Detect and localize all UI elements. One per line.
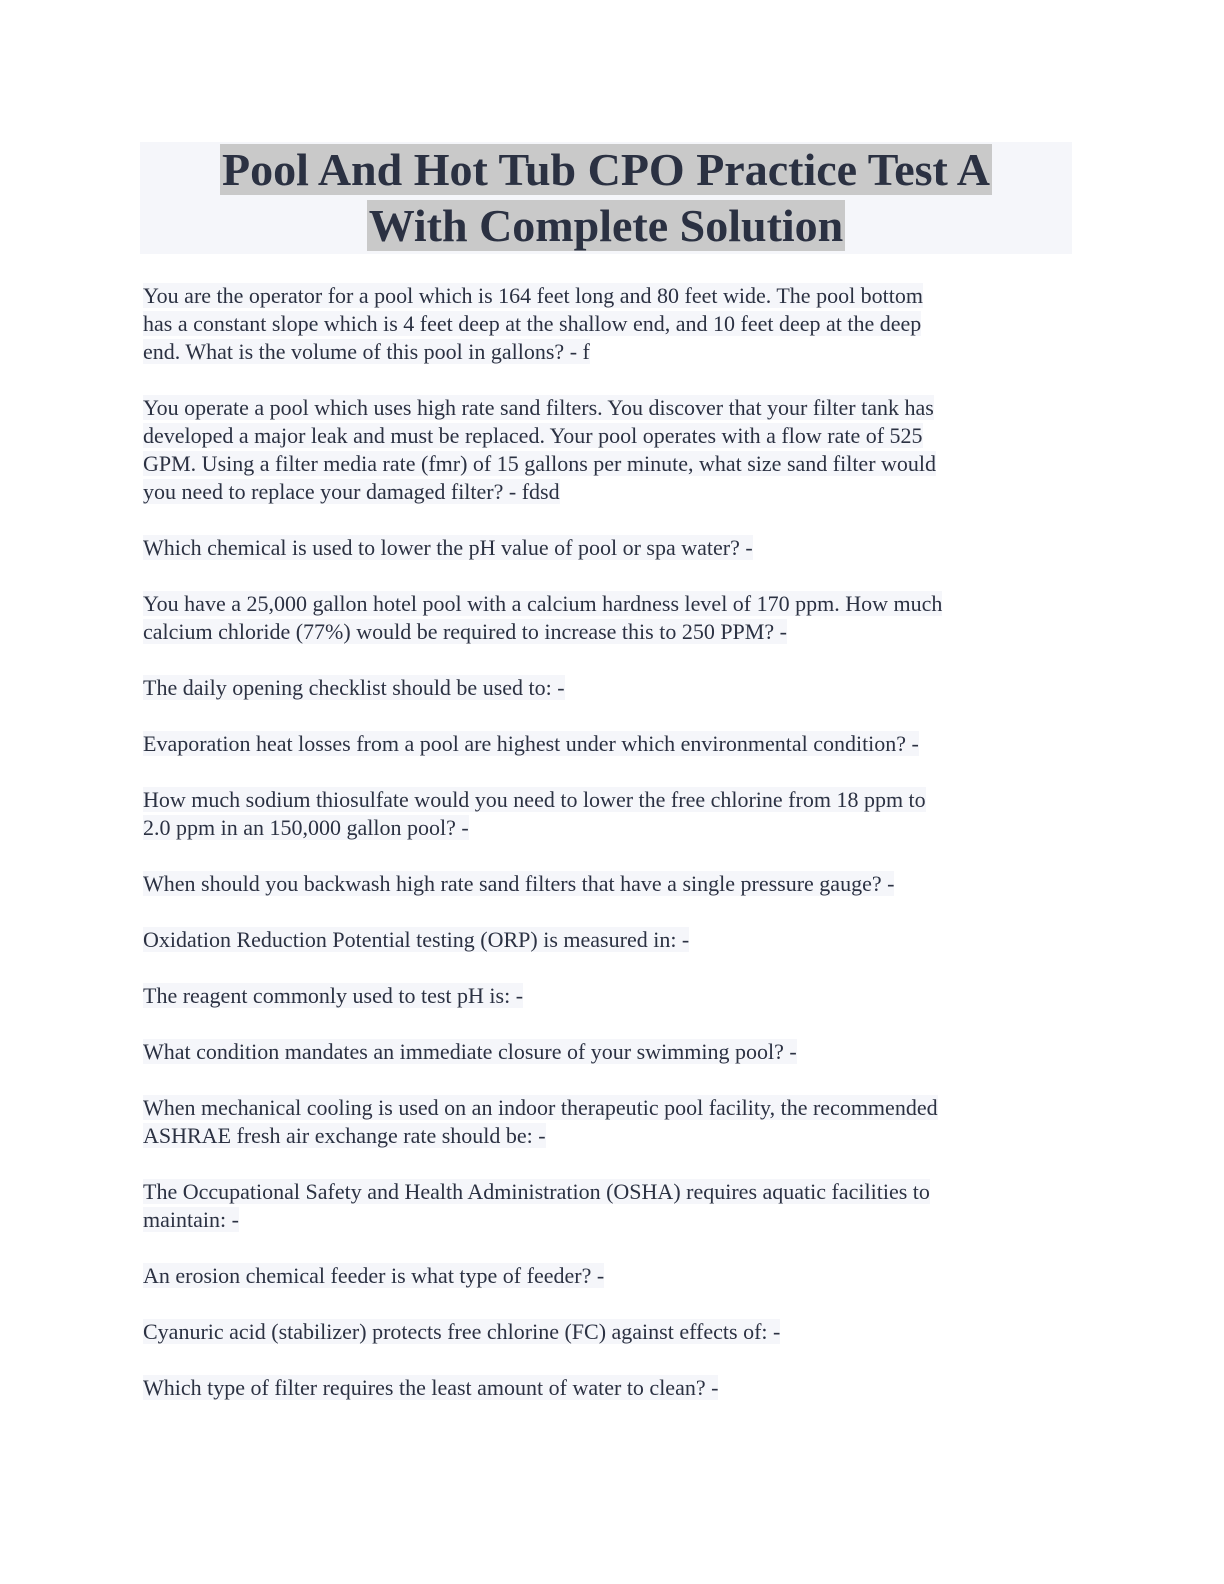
question-text: Which type of filter requires the least amount of water to clean? - (143, 1375, 719, 1400)
question-text: The reagent commonly used to test pH is: - (143, 983, 524, 1008)
question-line (143, 674, 1083, 702)
question-line (143, 534, 1083, 562)
question-text: Evaporation heat losses from a pool are highest under which environmental condition? - (143, 731, 919, 756)
question-text: The Occupational Safety and Health Administration (OSHA) requires aquatic facilities to (143, 1179, 930, 1204)
question-text: GPM. Using a filter media rate (fmr) of 15 gallons per minute, what size sand filter would (143, 451, 937, 476)
question-paragraph (143, 870, 1083, 898)
question-paragraph (143, 982, 1083, 1010)
question-line (143, 338, 1083, 366)
question-line (143, 1178, 1083, 1206)
question-text: end. What is the volume of this pool in gallons? - f (143, 339, 590, 364)
question-line (143, 1038, 1083, 1066)
question-line (143, 478, 1083, 506)
question-text: You operate a pool which uses high rate sand filters. You discover that your filter tank has (143, 395, 934, 420)
question-text: 2.0 ppm in an 150,000 gallon pool? - (143, 815, 469, 840)
question-list (143, 282, 1083, 1430)
question-line (143, 786, 1083, 814)
question-line (143, 1318, 1083, 1346)
question-text: An erosion chemical feeder is what type of feeder? - (143, 1263, 605, 1288)
question-line (143, 1262, 1083, 1290)
question-paragraph (143, 1318, 1083, 1346)
question-text: ASHRAE fresh air exchange rate should be: - (143, 1123, 546, 1148)
question-text: What condition mandates an immediate closure of your swimming pool? - (143, 1039, 797, 1064)
question-paragraph (143, 1262, 1083, 1290)
question-line (143, 618, 1083, 646)
question-text: The daily opening checklist should be used to: - (143, 675, 565, 700)
question-line (143, 1374, 1083, 1402)
question-text: developed a major leak and must be replaced. Your pool operates with a flow rate of 525 (143, 423, 923, 448)
question-line (143, 1094, 1083, 1122)
question-paragraph (143, 590, 1083, 646)
question-paragraph (143, 926, 1083, 954)
question-paragraph (143, 1178, 1083, 1234)
question-text: You have a 25,000 gallon hotel pool with a calcium hardness level of 170 ppm. How much (143, 591, 943, 616)
question-paragraph (143, 1038, 1083, 1066)
question-text: When mechanical cooling is used on an indoor therapeutic pool facility, the recommended (143, 1095, 938, 1120)
question-paragraph (143, 534, 1083, 562)
question-paragraph (143, 394, 1083, 506)
question-text: Which chemical is used to lower the pH value of pool or spa water? - (143, 535, 753, 560)
question-line (143, 394, 1083, 422)
question-line (143, 282, 1083, 310)
question-paragraph (143, 1374, 1083, 1402)
question-line (143, 422, 1083, 450)
question-text: maintain: - (143, 1207, 239, 1232)
question-text: When should you backwash high rate sand filters that have a single pressure gauge? - (143, 871, 895, 896)
question-line (143, 590, 1083, 618)
question-paragraph (143, 1094, 1083, 1150)
question-text: has a constant slope which is 4 feet deep at the shallow end, and 10 feet deep at the deep (143, 311, 922, 336)
question-text: You are the operator for a pool which is 164 feet long and 80 feet wide. The pool bottom (143, 283, 924, 308)
question-line (143, 1122, 1083, 1150)
question-paragraph (143, 730, 1083, 758)
question-line (143, 1206, 1083, 1234)
question-line (143, 870, 1083, 898)
question-paragraph (143, 674, 1083, 702)
question-paragraph (143, 786, 1083, 842)
question-line (143, 926, 1083, 954)
question-text: Cyanuric acid (stabilizer) protects free chlorine (FC) against effects of: - (143, 1319, 781, 1344)
question-paragraph (143, 282, 1083, 366)
question-text: calcium chloride (77%) would be required to increase this to 250 PPM? - (143, 619, 787, 644)
title-line: Pool And Hot Tub CPO Practice Test A (221, 144, 991, 195)
question-text: How much sodium thiosulfate would you need to lower the free chlorine from 18 ppm to (143, 787, 926, 812)
document-title (140, 142, 1072, 254)
question-line (143, 730, 1083, 758)
question-text: you need to replace your damaged filter? - fdsd (143, 479, 560, 504)
question-line (143, 814, 1083, 842)
question-line (143, 450, 1083, 478)
title-line: With Complete Solution (368, 200, 844, 251)
question-line (143, 310, 1083, 338)
question-text: Oxidation Reduction Potential testing (ORP) is measured in: - (143, 927, 690, 952)
question-line (143, 982, 1083, 1010)
